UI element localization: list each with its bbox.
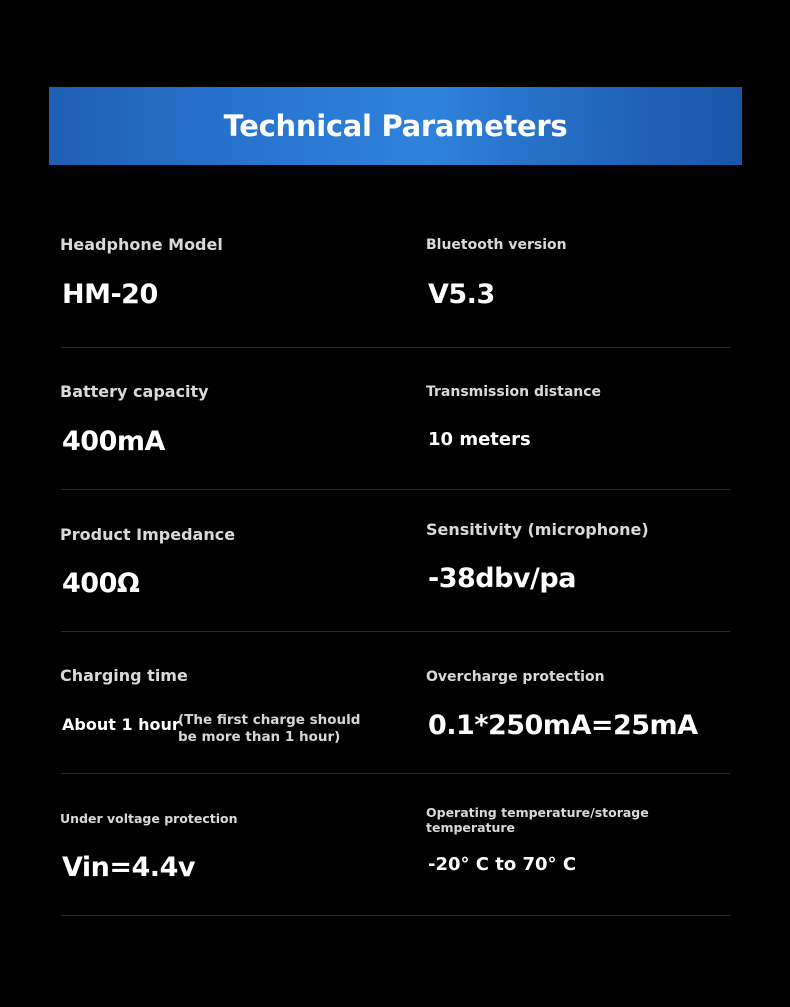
- spec-sensitivity-microphone: [426, 490, 746, 632]
- spec-operating-temperature: [426, 774, 746, 916]
- spec-value: 10 meters: [428, 429, 531, 450]
- spec-value: 400Ω: [62, 568, 140, 599]
- spec-row-5: [0, 774, 790, 916]
- spec-label: Transmission distance: [426, 384, 602, 400]
- spec-value: HM-20: [62, 279, 158, 310]
- title-banner: [49, 87, 742, 165]
- spec-label: Sensitivity (microphone): [426, 520, 649, 539]
- spec-product-impedance: [60, 490, 400, 632]
- spec-label: Operating temperature/storage temperature: [426, 805, 649, 835]
- spec-label: Product Impedance: [60, 525, 236, 544]
- spec-row-2: [0, 348, 790, 490]
- spec-label: Charging time: [60, 666, 188, 685]
- spec-value: V5.3: [428, 279, 495, 310]
- spec-charging-time: [60, 632, 400, 774]
- spec-label: Bluetooth version: [426, 237, 567, 253]
- spec-value: Vin=4.4v: [62, 852, 195, 883]
- row-divider: [61, 915, 730, 916]
- spec-battery-capacity: [60, 348, 400, 490]
- spec-transmission-distance: [426, 348, 746, 490]
- spec-headphone-model: [60, 206, 400, 348]
- spec-row-1: [0, 206, 790, 348]
- spec-label: Battery capacity: [60, 382, 209, 401]
- page-title: Technical Parameters: [223, 109, 568, 143]
- spec-value: -20° C to 70° C: [428, 854, 577, 875]
- spec-note: (The first charge should be more than 1 hour): [178, 712, 361, 745]
- spec-value: -38dbv/pa: [428, 563, 576, 594]
- spec-label: Headphone Model: [60, 235, 223, 254]
- spec-bluetooth-version: [426, 206, 746, 348]
- spec-label: Under voltage protection: [60, 811, 238, 826]
- spec-value: About 1 hour: [62, 715, 180, 734]
- spec-value: 0.1*250mA=25mA: [428, 710, 698, 741]
- spec-value: 400mA: [62, 426, 165, 457]
- spec-row-4: [0, 632, 790, 774]
- spec-label: Overcharge protection: [426, 669, 605, 685]
- spec-row-3: [0, 490, 790, 632]
- spec-overcharge-protection: [426, 632, 746, 774]
- spec-under-voltage-protection: [60, 774, 400, 916]
